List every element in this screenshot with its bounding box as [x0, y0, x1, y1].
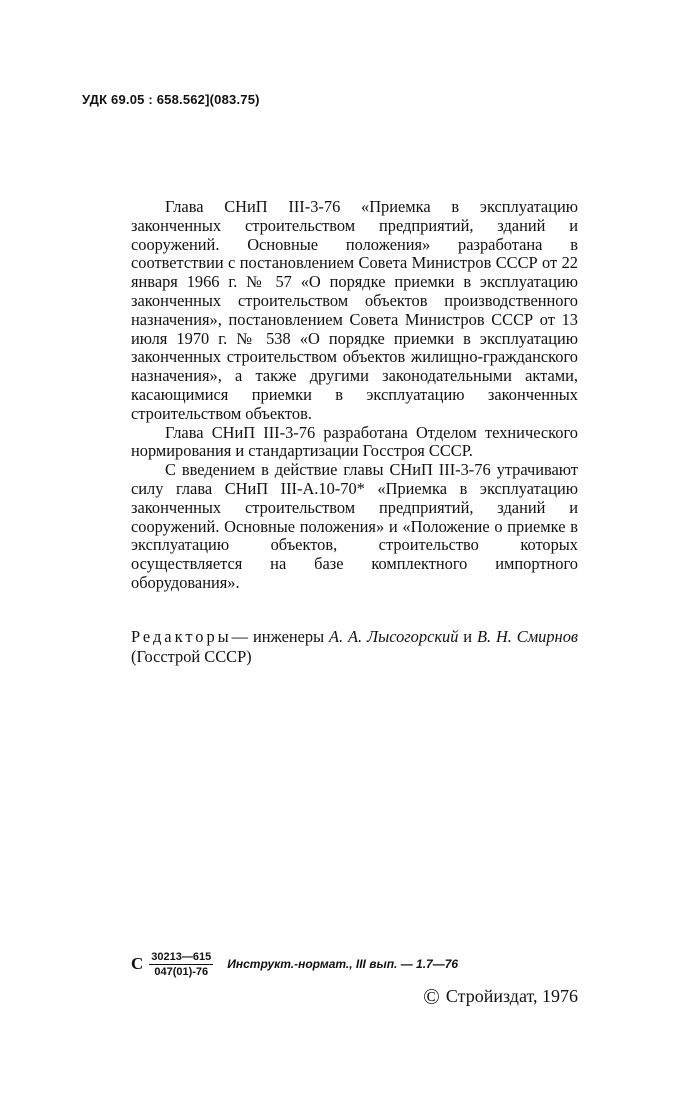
imprint-numerator: 30213—615	[151, 950, 212, 963]
imprint-code-fraction	[149, 950, 213, 979]
publisher-copyright	[423, 984, 578, 1010]
copyright-icon: ©	[423, 984, 440, 1009]
paragraph-2: Глава СНиП III-3-76 разработана Отделом технического нормирования и стандартизации Госстроя СССР.	[131, 422, 578, 461]
editor-name-2: В. Н. Смирнов	[476, 627, 579, 646]
publisher-name: Стройиздат, 1976	[445, 986, 578, 1006]
editors-role: — инженеры	[231, 627, 325, 646]
udk-code: УДК 69.05 : 658.562](083.75)	[82, 92, 260, 107]
editors-label: Редакторы	[131, 627, 232, 646]
editors-organization: (Госстрой СССР)	[131, 647, 252, 666]
editors-conjunction: и	[463, 627, 473, 646]
imprint-letter: С	[131, 954, 144, 973]
imprint-line	[131, 944, 458, 984]
abstract-text	[131, 198, 578, 593]
imprint-denominator: 047(01)-76	[154, 965, 209, 978]
editor-name-1: А. А. Лысогорский	[329, 627, 459, 646]
imprint-instruction: Инструкт.-нормат., III вып. — 1.7—76	[227, 957, 459, 971]
paragraph-3: С введением в действие главы СНиП III-3-76 утрачивают силу глава СНиП III-А.10-70* «Приемка в эксплуатацию законченных строительством предприятий, зданий и сооружений. Основные положения» и «Положение о приемке в эксплуатацию объектов, строительство которых осуществляется на базе комплектного импортного оборудования».	[131, 460, 578, 592]
editors-block	[131, 627, 578, 667]
paragraph-1: Глава СНиП III-3-76 «Приемка в эксплуатацию законченных строительством предприятий, зданий и сооружений. Основные положения» разработана в соответствии с постановлением Совета Министров СССР от 22 января 1966 г. № 57 «О порядке приемки в эксплуатацию законченных строительством объектов производственного назначения», постановлением Совета Министров СССР от 13 июля 1970 г. № 538 «О порядке приемки в эксплуатацию законченных строительством объектов жилищно-гражданского назначения», а также другими законодательными актами, касающимися приемки в эксплуатацию законченных строительством объектов.	[131, 197, 578, 423]
